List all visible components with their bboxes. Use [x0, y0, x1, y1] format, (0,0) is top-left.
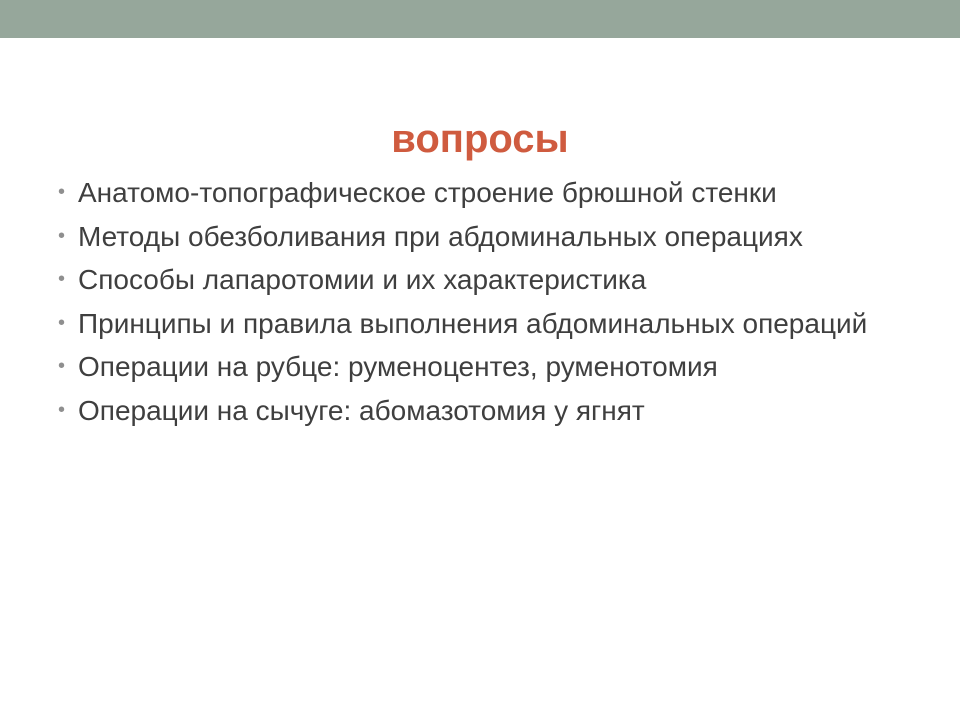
bullet-text: Операции на сычуге: абомазотомия у ягнят: [78, 394, 645, 426]
bullet-item: [58, 219, 918, 255]
bullet-icon: •: [58, 268, 66, 290]
bullet-text: Операции на рубце: руменоцентез, руменотомия: [78, 351, 718, 382]
bullet-item: [58, 262, 918, 298]
bullet-text: Методы обезболивания при абдоминальных операциях: [78, 220, 803, 252]
bullet-text: Принципы и правила выполнения абдоминальных операций: [78, 307, 868, 339]
bullet-text: Способы лапаротомии и их характеристика: [78, 264, 647, 295]
bullet-item: [58, 175, 918, 211]
slide-title: вопросы: [391, 116, 569, 161]
bullet-icon: •: [58, 311, 66, 334]
bullet-icon: •: [58, 181, 66, 203]
bullet-item: [58, 393, 918, 429]
bullet-text: Анатомо-топографическое строение брюшной стенки: [78, 177, 777, 208]
bullet-icon: •: [58, 224, 66, 247]
bullet-list: [58, 175, 918, 436]
bullet-icon: •: [58, 355, 66, 377]
bullet-icon: •: [58, 398, 66, 421]
bullet-item: [58, 306, 918, 342]
top-accent-bar: [0, 0, 960, 38]
bullet-item: [58, 349, 918, 385]
